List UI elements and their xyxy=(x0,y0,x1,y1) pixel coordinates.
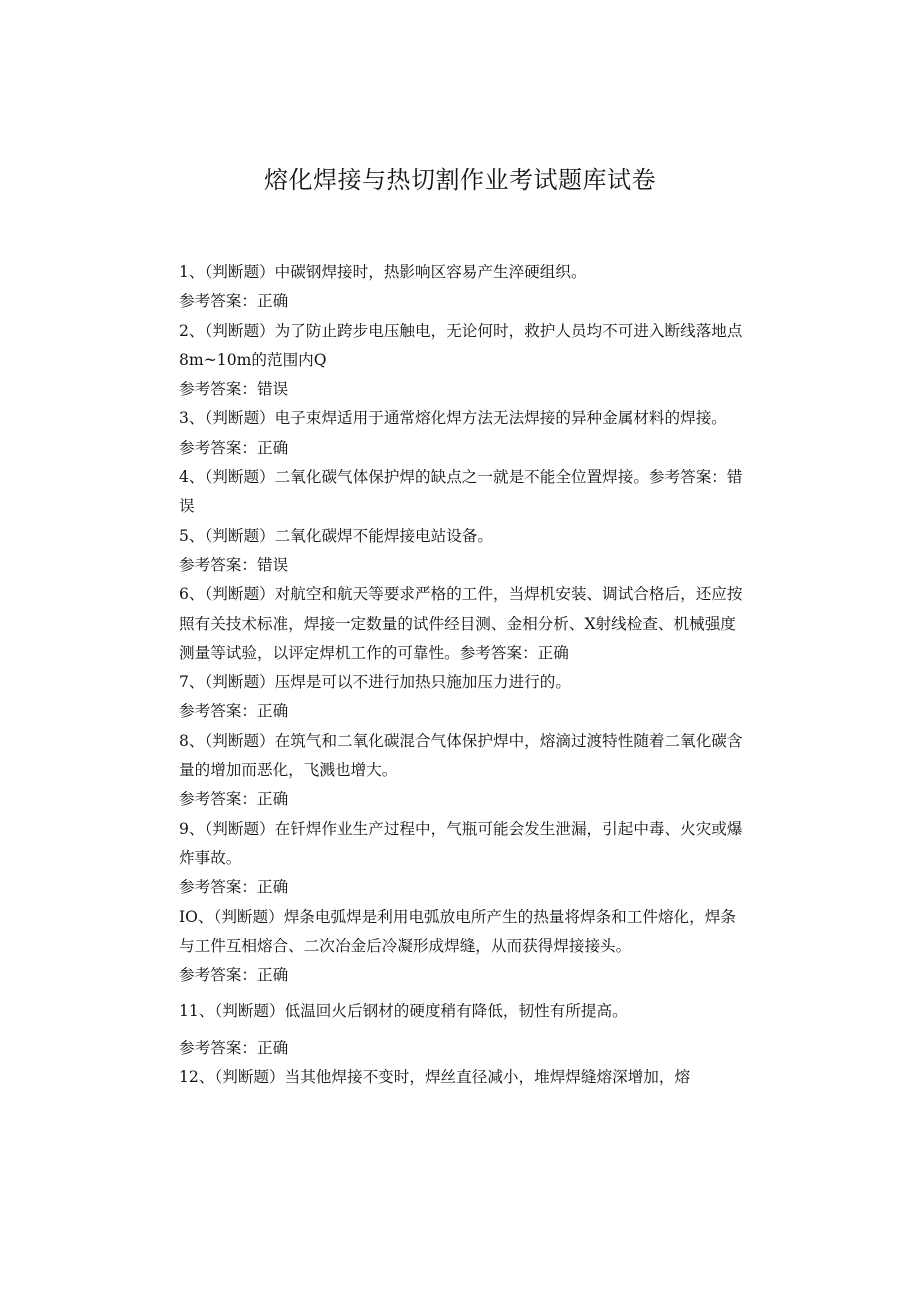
question-text: （判断题）中碳钢焊接时，热影响区容易产生淬硬组织。 xyxy=(204,263,587,281)
question-number: IO、 xyxy=(179,907,214,926)
question-text: （判断题）在钎焊作业生产过程中，气瓶可能会发生泄漏，引起中毒、火灾或爆炸事故。 xyxy=(179,819,743,867)
answer-line: 参考答案：正确 xyxy=(179,878,289,897)
question-text: （判断题）电子束焊适用于通常熔化焊方法无法焊接的异种金属材料的焊接。 xyxy=(204,409,727,428)
question-text: （判断题）二氧化碳焊不能焊接电站设备。 xyxy=(204,526,493,545)
question-item xyxy=(179,727,743,786)
question-number: 5、 xyxy=(179,526,205,545)
question-item xyxy=(179,1063,743,1092)
question-number: 11、 xyxy=(179,1002,215,1021)
answer-line: 参考答案：正确 xyxy=(179,438,289,457)
question-number: 7、 xyxy=(179,673,205,692)
answer-line: 参考答案：正确 xyxy=(179,966,289,985)
question-number: 3、 xyxy=(179,409,205,428)
question-text: （判断题）当其他焊接不变时，焊丝直径减小，堆焊焊缝熔深增加，熔 xyxy=(214,1068,691,1087)
answer-line: 参考答案：正确 xyxy=(179,702,289,721)
document-title: 熔化焊接与热切割作业考试题库试卷 xyxy=(264,166,656,194)
answer-line: 参考答案：正确 xyxy=(179,1038,289,1057)
question-item xyxy=(179,463,743,522)
answer-line: 参考答案：正确 xyxy=(179,790,289,809)
answer-line: 参考答案：错误 xyxy=(179,555,289,574)
question-text: （判断题）在筑气和二氧化碳混合气体保护焊中，熔滴过渡特性随着二氧化碳含量的增加而恶化，飞溅也增大。 xyxy=(179,731,743,780)
question-item xyxy=(179,903,743,962)
question-number: 4、 xyxy=(179,468,205,487)
question-text: （判断题）对航空和航天等要求严格的工件，当焊机安装、调试合格后，还应按照有关技术标准，焊接一定数量的试件经目测、金相分析、X射线检查、机械强度测量等试验，以评定焊机工作的可靠性。参考答案：正确 xyxy=(179,585,743,662)
answer-line: 参考答案：正确 xyxy=(179,292,289,311)
question-item xyxy=(179,317,743,376)
question-text: （判断题）焊条电弧焊是利用电弧放电所产生的热量将焊条和工件熔化，焊条与工件互相熔合、二次冶金后冷凝形成焊缝，从而获得焊接接头。 xyxy=(179,907,736,955)
question-text: （判断题）为了防止跨步电压触电，无论何时，救护人员均不可进入断线落地点8m~10m的范围内Q xyxy=(179,321,743,369)
question-number: 2、 xyxy=(179,321,205,340)
question-text: （判断题）压焊是可以不进行加热只施加压力进行的。 xyxy=(204,673,571,692)
question-number: 9、 xyxy=(179,819,205,838)
question-text: （判断题）低温回火后钢材的硬度稍有降低，韧性有所提高。 xyxy=(214,1002,628,1021)
question-number: 1、 xyxy=(179,263,205,281)
question-item xyxy=(179,815,743,874)
question-number: 12、 xyxy=(179,1068,215,1087)
answer-line: 参考答案：错误 xyxy=(179,380,289,399)
question-text: （判断题）二氧化碳气体保护焊的缺点之一就是不能全位置焊接。参考答案：错误 xyxy=(179,468,743,516)
question-number: 8、 xyxy=(179,731,205,750)
question-item xyxy=(179,997,743,1026)
question-item xyxy=(179,404,743,433)
question-item xyxy=(179,580,743,668)
question-item xyxy=(179,668,743,697)
question-list xyxy=(179,258,743,1092)
question-item xyxy=(179,522,743,551)
question-number: 6、 xyxy=(179,585,205,604)
question-item xyxy=(179,258,743,287)
